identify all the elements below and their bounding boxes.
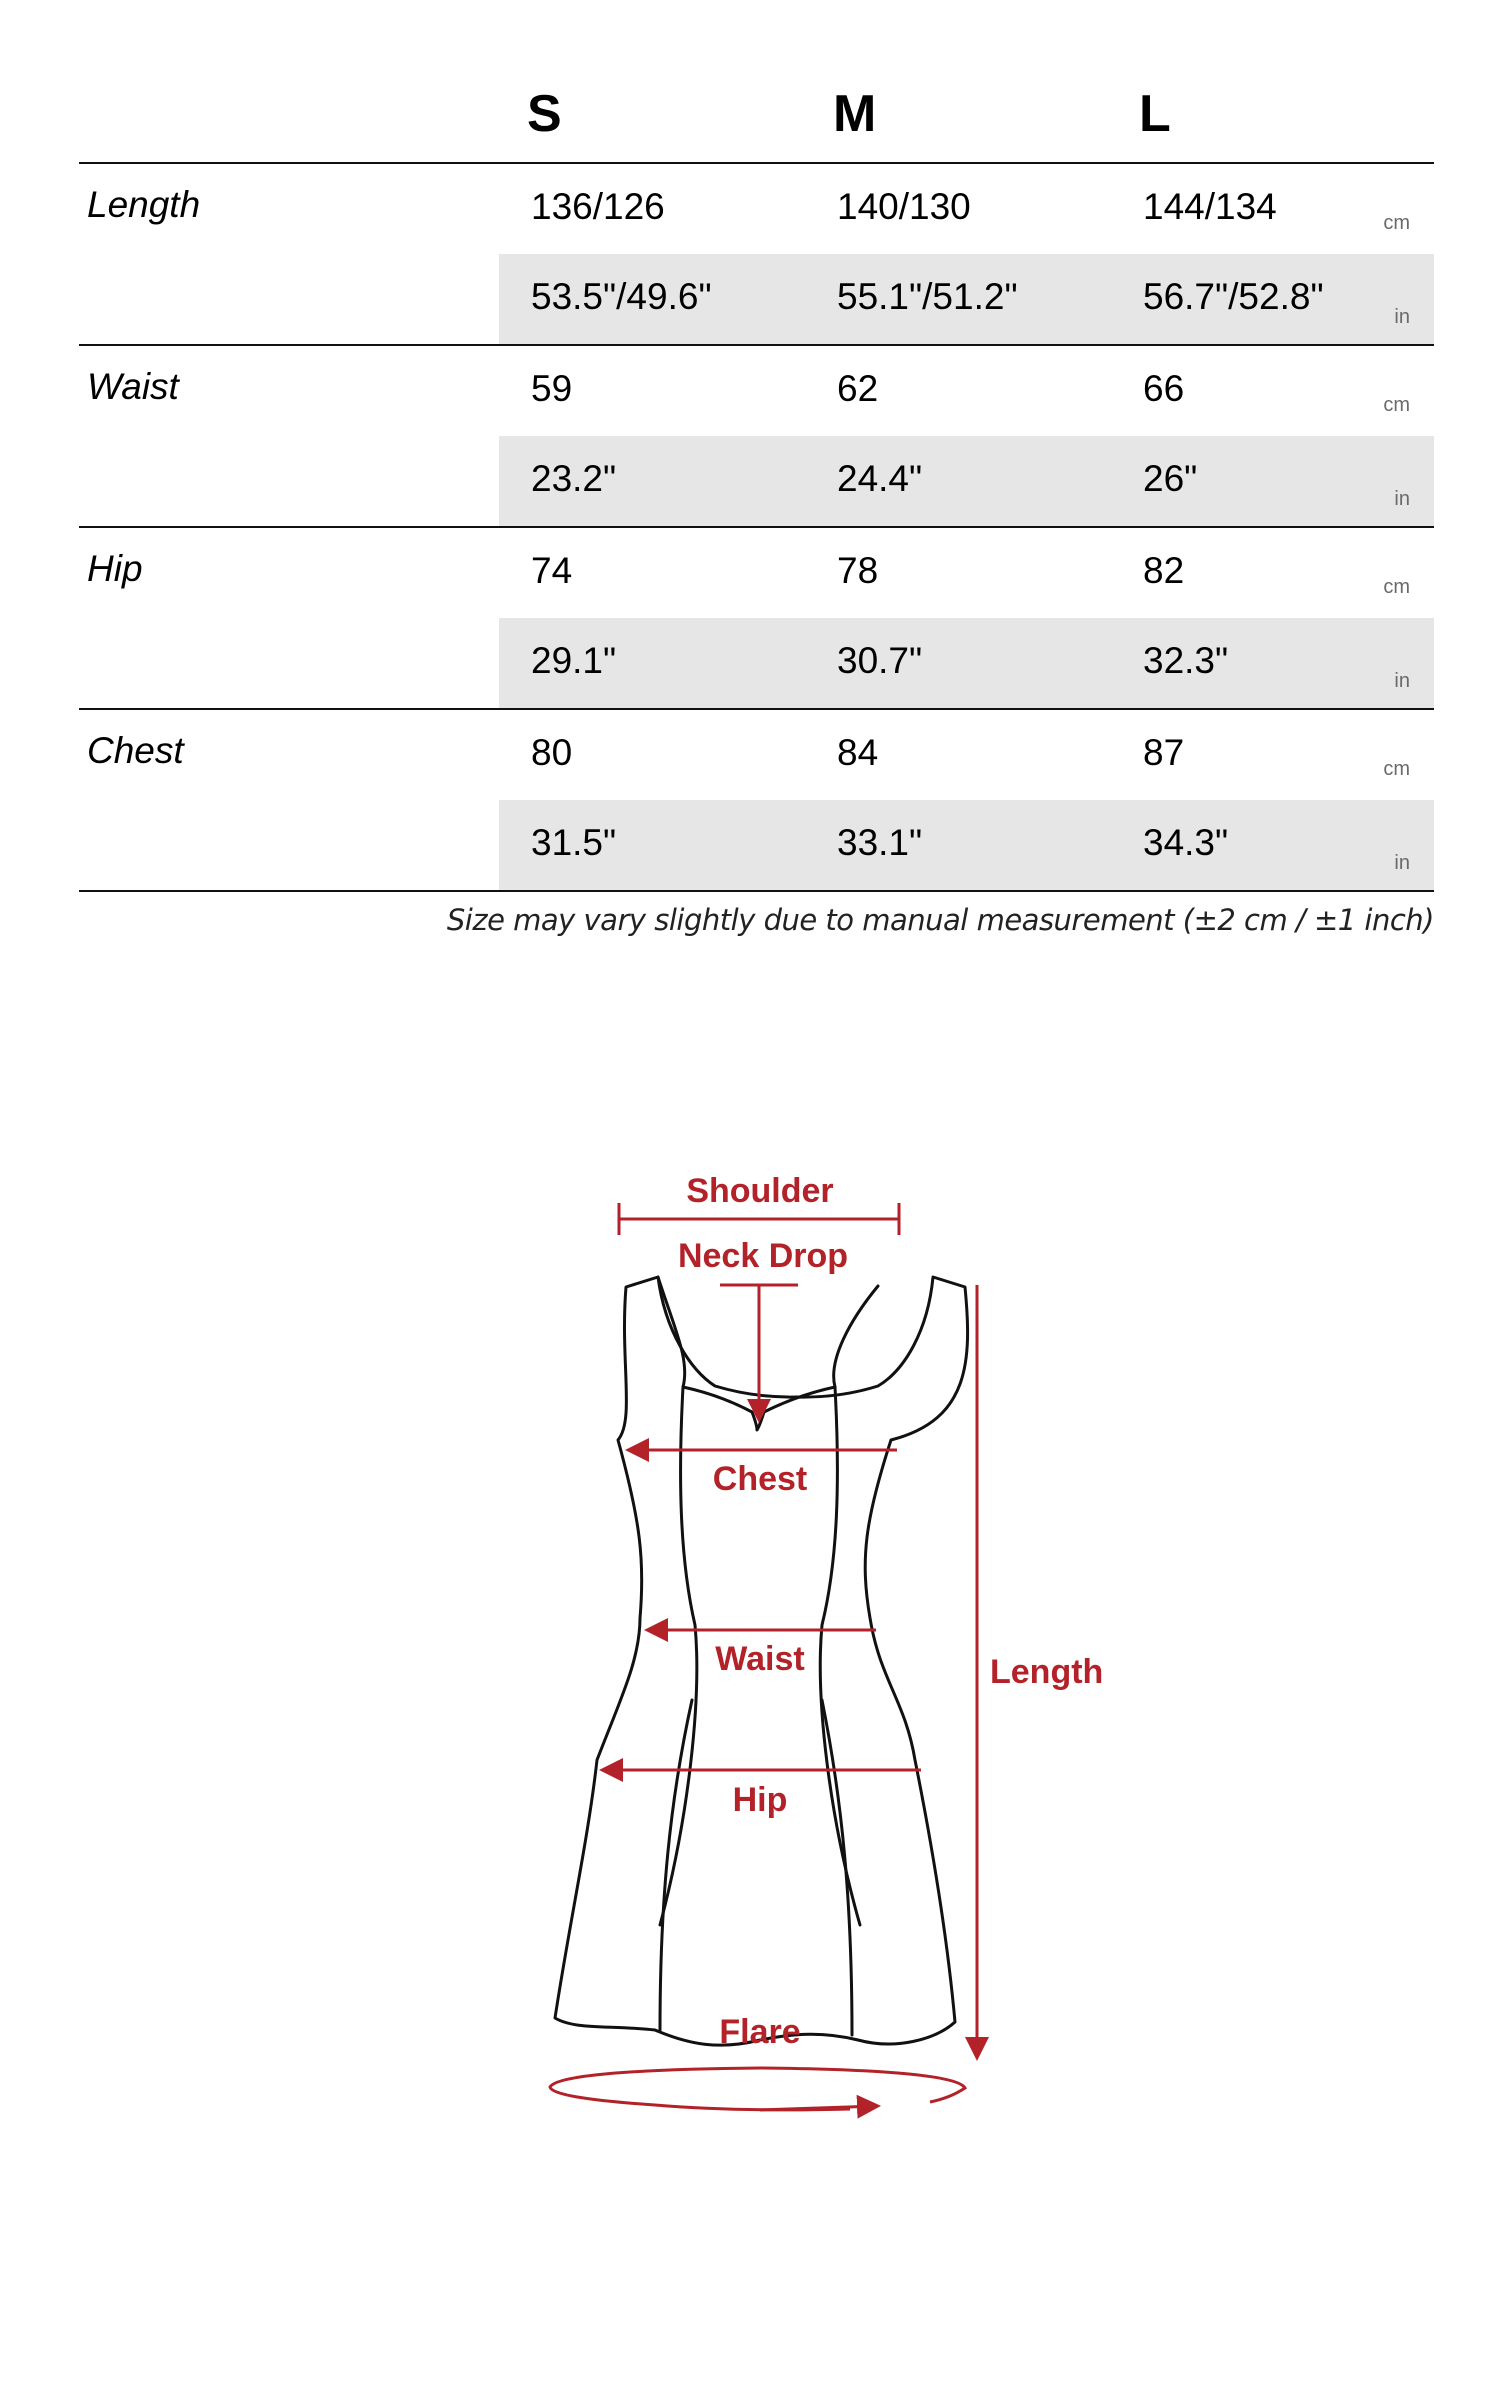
flare-ellipse-arrow bbox=[550, 2068, 965, 2110]
inch-row bbox=[499, 254, 1434, 344]
value-m-in: 33.1" bbox=[837, 822, 923, 863]
value-l-cm: 82 bbox=[1143, 550, 1185, 591]
dress-silhouette bbox=[555, 1277, 968, 2045]
unit-cm: cm bbox=[1383, 394, 1410, 416]
unit-cm: cm bbox=[1383, 576, 1410, 598]
value-m-cm: 140/130 bbox=[837, 186, 971, 227]
cm-row bbox=[499, 528, 1434, 620]
value-l-in: 32.3" bbox=[1143, 640, 1229, 681]
value-s-in: 53.5"/49.6" bbox=[531, 276, 712, 317]
value-m-in: 24.4" bbox=[837, 458, 923, 499]
unit-in: in bbox=[1394, 670, 1410, 692]
value-m-cm: 62 bbox=[837, 368, 879, 409]
length-label: Length bbox=[990, 1653, 1104, 1691]
value-s-in: 31.5" bbox=[531, 822, 617, 863]
measurement-note: Size may vary slightly due to manual measurement (±2 cm / ±1 inch) bbox=[446, 903, 1434, 937]
panel-seam-left bbox=[660, 1700, 692, 2030]
measurement-label: Chest bbox=[87, 730, 184, 771]
value-m-in: 55.1"/51.2" bbox=[837, 276, 1018, 317]
cm-row bbox=[499, 346, 1434, 438]
value-m-cm: 84 bbox=[837, 732, 879, 773]
flare-label: Flare bbox=[719, 2013, 801, 2051]
shoulder-measure bbox=[619, 1203, 899, 1235]
chest-label: Chest bbox=[712, 1460, 808, 1498]
unit-in: in bbox=[1394, 852, 1410, 874]
princess-seam-right bbox=[820, 1387, 860, 1925]
neck-drop-measure bbox=[720, 1285, 798, 1420]
measurement-group-hip bbox=[79, 528, 1434, 710]
measurement-label: Waist bbox=[87, 366, 179, 407]
value-s-cm: 74 bbox=[531, 550, 573, 591]
value-l-cm: 66 bbox=[1143, 368, 1185, 409]
value-s-cm: 80 bbox=[531, 732, 573, 773]
value-s-in: 29.1" bbox=[531, 640, 617, 681]
waist-label: Waist bbox=[715, 1640, 805, 1678]
value-m-in: 30.7" bbox=[837, 640, 923, 681]
neckline-front bbox=[658, 1277, 878, 1430]
value-s-cm: 136/126 bbox=[531, 186, 665, 227]
measurement-group-length bbox=[79, 164, 1434, 346]
hip-label: Hip bbox=[732, 1781, 788, 1819]
size-header-s: S bbox=[527, 85, 562, 143]
value-l-cm: 144/134 bbox=[1143, 186, 1277, 227]
size-header-m: M bbox=[833, 85, 877, 143]
unit-in: in bbox=[1394, 306, 1410, 328]
value-l-in: 26" bbox=[1143, 458, 1198, 499]
cm-row bbox=[499, 710, 1434, 802]
value-l-in: 34.3" bbox=[1143, 822, 1229, 863]
shoulder-label: Shoulder bbox=[686, 1172, 834, 1210]
value-l-in: 56.7"/52.8" bbox=[1143, 276, 1324, 317]
neck-drop-label: Neck Drop bbox=[677, 1237, 849, 1275]
measurement-label: Hip bbox=[87, 548, 143, 589]
panel-seam-right bbox=[822, 1700, 852, 2035]
cm-row bbox=[499, 164, 1434, 256]
value-l-cm: 87 bbox=[1143, 732, 1185, 773]
unit-cm: cm bbox=[1383, 758, 1410, 780]
unit-in: in bbox=[1394, 488, 1410, 510]
measurement-group-waist bbox=[79, 346, 1434, 528]
inch-row bbox=[499, 800, 1434, 890]
size-table bbox=[79, 70, 1434, 892]
size-header-l: L bbox=[1139, 85, 1171, 143]
measurement-group-chest bbox=[79, 710, 1434, 892]
measurement-label: Length bbox=[87, 184, 201, 225]
size-header-row bbox=[79, 70, 1434, 164]
unit-cm: cm bbox=[1383, 212, 1410, 234]
value-s-in: 23.2" bbox=[531, 458, 617, 499]
value-m-cm: 78 bbox=[837, 550, 879, 591]
flare-arrow-tail bbox=[760, 2106, 878, 2110]
inch-row bbox=[499, 436, 1434, 526]
inch-row bbox=[499, 618, 1434, 708]
dress-outline bbox=[555, 1277, 968, 2045]
princess-seam-left bbox=[660, 1387, 697, 1925]
value-s-cm: 59 bbox=[531, 368, 573, 409]
